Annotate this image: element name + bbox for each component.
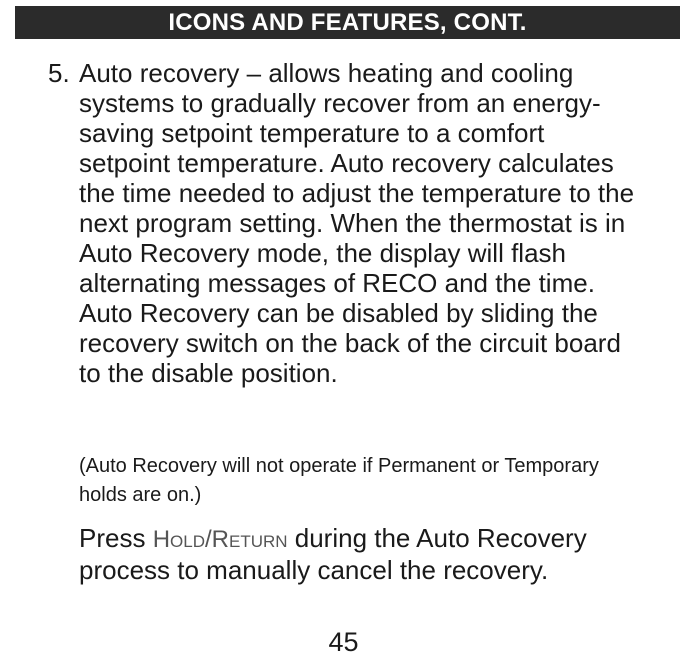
- page-number: 45: [328, 627, 359, 657]
- item-body-text: Auto recovery – allows heating and cooling systems to gradually recover from an energy-saving setpoint temperature to a comfort setpoint temperature. Auto recovery calculates the time needed to adjust the temperature to the next program setting. When the thermostat is in Auto Recovery mode, the display will flash alternating messages of RECO and the time. Auto Recovery can be disabled by sliding the recovery switch on the back of the circuit board to the disable position.: [79, 58, 635, 388]
- section-header: ICONS AND FEATURES, CONT.: [15, 6, 680, 39]
- note-text: (Auto Recovery will not operate if Permanent or Temporary holds are on.): [79, 455, 599, 506]
- hold-return-button-label: Hold/Return: [152, 526, 288, 553]
- press-text-before: Press: [79, 523, 153, 553]
- item-number: 5.: [48, 58, 70, 88]
- press-instruction: [79, 523, 659, 585]
- press-text-after: during the Auto Recovery process to manually cancel the recovery.: [79, 523, 587, 585]
